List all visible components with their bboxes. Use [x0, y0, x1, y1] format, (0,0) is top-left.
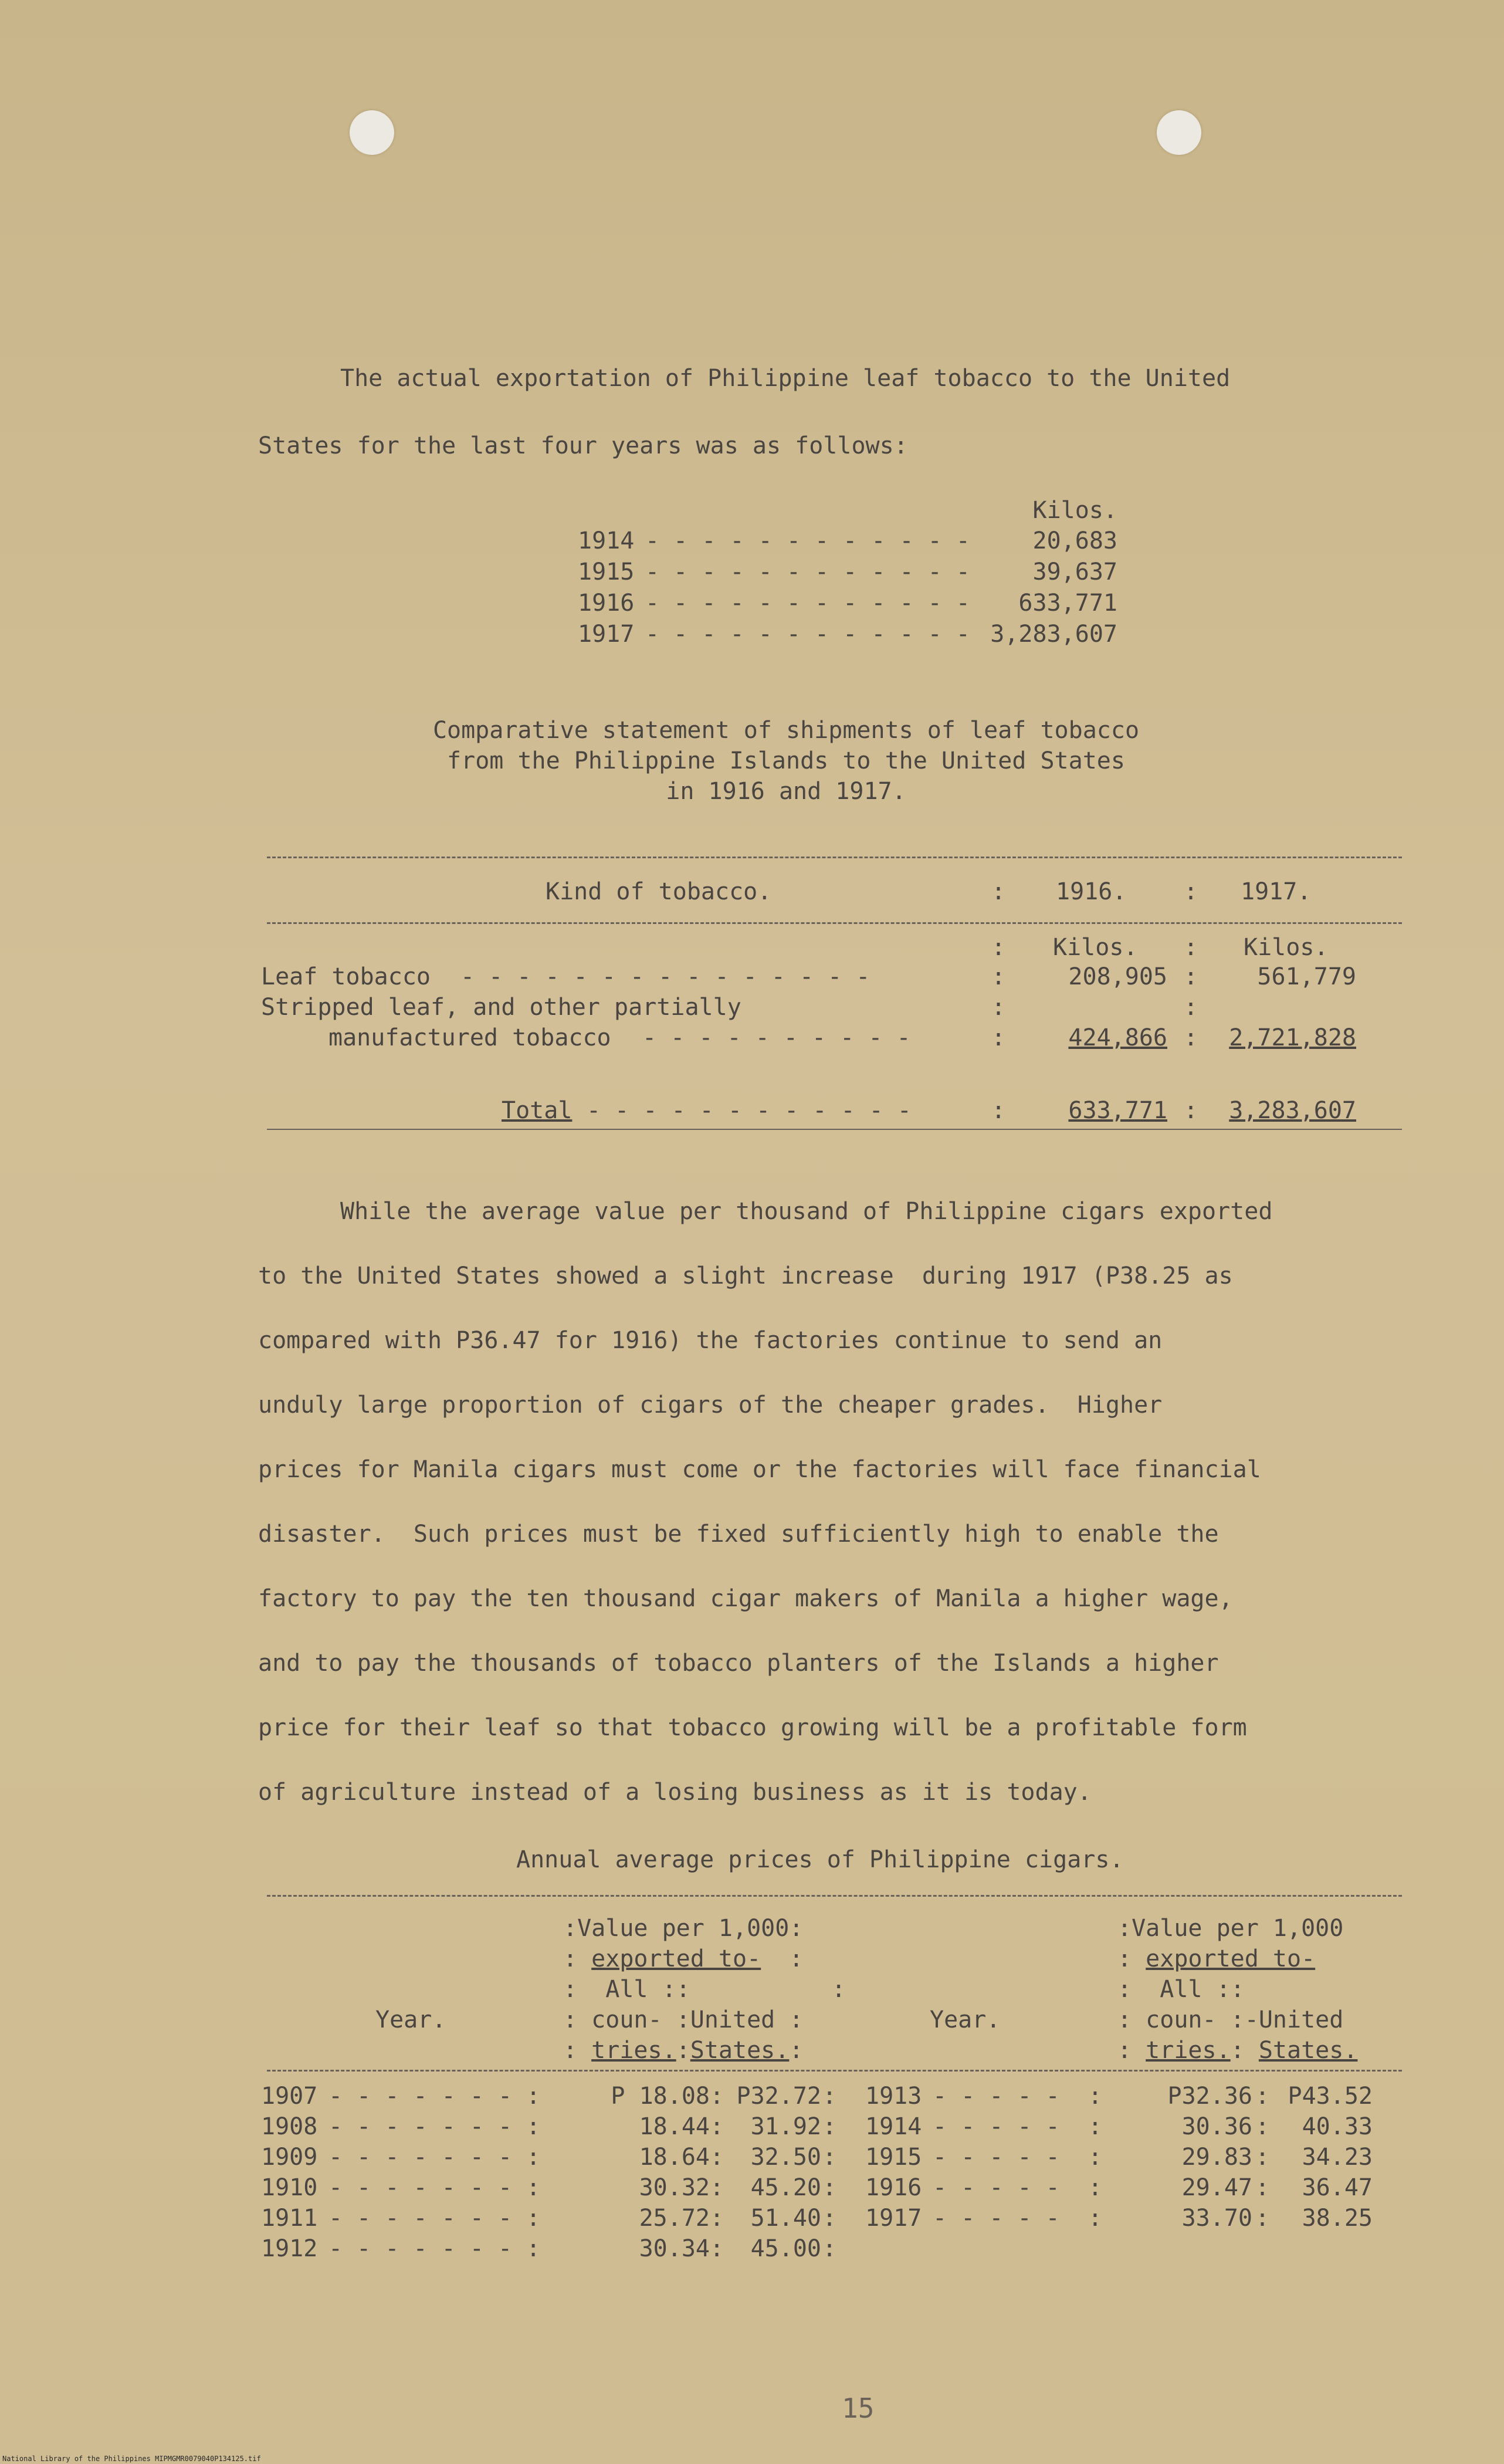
leader-dashes: - - - - - :: [933, 2083, 1102, 2110]
total-label: Total: [502, 1097, 573, 1124]
page-number: 15: [842, 2392, 875, 2424]
all-header: tries.: [1146, 2037, 1231, 2064]
us-header: States.: [690, 2037, 790, 2064]
price-us: 32.50: [750, 2144, 821, 2171]
price-us: 40.33: [1302, 2113, 1373, 2140]
col-separator: :: [991, 1097, 1006, 1124]
col-separator: :: [710, 2144, 724, 2171]
unit-1916: Kilos.: [1053, 934, 1138, 961]
col-separator: :: [991, 878, 1006, 905]
col-separator: :: [822, 2113, 837, 2140]
leader-dashes: - - - - - - - :: [328, 2205, 541, 2232]
price-all: 33.70: [1181, 2205, 1252, 2232]
leader-dashes: - - - - - - - - - - - -: [645, 527, 970, 554]
price-all: 29.47: [1181, 2174, 1252, 2201]
col-separator: :: [822, 2174, 837, 2201]
col-separator: :: [1255, 2174, 1270, 2201]
total-1917: 3,283,607: [1229, 1097, 1356, 1124]
paragraph-line: While the average value per thousand of Philippine cigars exported: [340, 1198, 1273, 1225]
value-header: Value per 1,000: [577, 1915, 790, 1942]
header-all-1: : All :: :: [563, 1976, 846, 2003]
export-year: 1915: [578, 559, 635, 585]
export-year: 1917: [578, 621, 635, 648]
comparative-title-2: from the Philippine Islands to the United States: [447, 747, 1125, 774]
col-separator: :: [710, 2174, 724, 2201]
price-us: 36.47: [1302, 2174, 1373, 2201]
row2-label-a: Stripped leaf, and other partially: [261, 994, 741, 1021]
leader-dashes: - - - - - - - - - - - -: [645, 621, 970, 648]
col-separator: :: [1184, 878, 1198, 905]
us-header: States.: [1258, 2037, 1358, 2064]
punch-hole-right: [1157, 110, 1201, 155]
col-separator: :: [1184, 934, 1198, 961]
us-header: United: [1258, 2006, 1344, 2033]
col-separator: :: [1184, 1024, 1198, 1051]
row1-label: Leaf tobacco: [261, 963, 431, 990]
col-separator: :: [991, 1024, 1006, 1051]
header-all-3: : tries.:States.:: [563, 2037, 804, 2064]
rule: [267, 1895, 1402, 1897]
price-row-year: 1913: [865, 2083, 922, 2110]
paragraph-line: compared with P36.47 for 1916) the factories continue to send an: [258, 1327, 1163, 1354]
price-row-year: 1912: [261, 2235, 318, 2262]
leader-dashes: - - - - - :: [933, 2113, 1102, 2140]
leader-dashes: - - - - - - - - - - - -: [645, 590, 970, 617]
leader-dashes: - - - - - :: [933, 2144, 1102, 2171]
rule: [267, 1129, 1402, 1130]
paragraph-line: price for their leaf so that tobacco growing will be a profitable form: [258, 1714, 1247, 1741]
export-year: 1914: [578, 527, 635, 554]
leader-dashes: - - - - - - - - - - - - - - -: [460, 963, 870, 990]
price-us: 31.92: [750, 2113, 821, 2140]
leader-dashes: - - - - - - - - - -: [642, 1024, 911, 1051]
leader-dashes: - - - - - - - - - - - -: [645, 559, 970, 585]
header-all-1-right: : All ::: [1117, 1976, 1245, 2003]
price-row-year: 1911: [261, 2205, 318, 2232]
col-separator: :: [1255, 2113, 1270, 2140]
exports-unit: Kilos.: [1032, 497, 1117, 524]
price-row-year: 1915: [865, 2144, 922, 2171]
header-all-2-right: : coun- :-United: [1117, 2006, 1344, 2033]
value-header: exported to-: [591, 1945, 761, 1972]
row1-1917: 561,779: [1257, 963, 1356, 990]
comparative-title-1: Comparative statement of shipments of leaf tobacco: [432, 717, 1140, 744]
header-value-1: :Value per 1,000:: [563, 1915, 804, 1942]
col-separator: :: [991, 934, 1006, 961]
price-all: 18.44: [639, 2113, 710, 2140]
price-us: 51.40: [750, 2205, 821, 2232]
col-separator: :: [1255, 2083, 1270, 2110]
intro-line-1: The actual exportation of Philippine leaf tobacco to the United: [340, 365, 1231, 392]
price-all: 29.83: [1181, 2144, 1252, 2171]
price-row-year: 1909: [261, 2144, 318, 2171]
punch-hole-left: [350, 110, 394, 155]
export-year: 1916: [578, 590, 635, 617]
price-all: P32.36: [1167, 2083, 1252, 2110]
total-1916: 633,771: [1068, 1097, 1167, 1124]
col-separator: :: [822, 2083, 837, 2110]
price-us: 38.25: [1302, 2205, 1373, 2232]
row2-1917: 2,721,828: [1229, 1024, 1356, 1051]
row1-1916: 208,905: [1068, 963, 1167, 990]
footer-caption: National Library of the Philippines MIPMGMR0079040P134125.tif: [2, 2455, 261, 2463]
rule: [267, 857, 1402, 858]
paragraph-line: disaster. Such prices must be fixed sufficiently high to enable the: [258, 1521, 1219, 1548]
col-separator: :: [1184, 994, 1198, 1021]
body-paragraph: [258, 1179, 1408, 1825]
col-separator: :: [710, 2113, 724, 2140]
leader-dashes: - - - - - - - - - - - -: [587, 1097, 912, 1124]
price-us: P43.52: [1288, 2083, 1373, 2110]
prices-title: Annual average prices of Philippine cigars.: [516, 1846, 1124, 1873]
col-separator: :: [710, 2235, 724, 2262]
leader-dashes: - - - - - - - :: [328, 2083, 541, 2110]
intro-line-2: States for the last four years was as follows:: [258, 432, 908, 459]
leader-dashes: - - - - - :: [933, 2174, 1102, 2201]
price-all: P 18.08: [611, 2083, 710, 2110]
price-all: 30.34: [639, 2235, 710, 2262]
header-year-right: Year.: [930, 2006, 1001, 2033]
col-separator: :: [822, 2235, 837, 2262]
us-header: United: [690, 2006, 775, 2033]
comparative-title-3: in 1916 and 1917.: [666, 778, 906, 805]
leader-dashes: - - - - - - - :: [328, 2235, 541, 2262]
header-kind: Kind of tobacco.: [546, 878, 772, 905]
rule: [267, 922, 1402, 924]
col-separator: :: [991, 994, 1006, 1021]
header-value-2: : exported to- :: [563, 1945, 804, 1972]
price-us: 45.20: [750, 2174, 821, 2201]
paragraph-line: factory to pay the ten thousand cigar makers of Manila a higher wage,: [258, 1585, 1233, 1612]
all-header: coun-: [591, 2006, 662, 2033]
all-header: All: [1160, 1976, 1202, 2003]
unit-1917: Kilos.: [1244, 934, 1329, 961]
value-header: exported to-: [1146, 1945, 1316, 1972]
price-all: 18.64: [639, 2144, 710, 2171]
export-value: 633,771: [1018, 590, 1117, 617]
price-row-year: 1916: [865, 2174, 922, 2201]
rule: [267, 2070, 1402, 2072]
col-separator: :: [991, 963, 1006, 990]
col-separator: :: [1255, 2205, 1270, 2232]
value-header: Value per 1,000: [1132, 1915, 1344, 1942]
header-1916: 1916.: [1056, 878, 1127, 905]
price-row-year: 1914: [865, 2113, 922, 2140]
leader-dashes: - - - - - - - :: [328, 2174, 541, 2201]
price-us: 45.00: [750, 2235, 821, 2262]
col-separator: :: [1184, 963, 1198, 990]
col-separator: :: [710, 2205, 724, 2232]
price-row-year: 1908: [261, 2113, 318, 2140]
header-value-1-right: :Value per 1,000: [1117, 1915, 1344, 1942]
price-all: 30.32: [639, 2174, 710, 2201]
price-all: 25.72: [639, 2205, 710, 2232]
col-separator: :: [822, 2144, 837, 2171]
leader-dashes: - - - - - :: [933, 2205, 1102, 2232]
paragraph-line: unduly large proportion of cigars of the cheaper grades. Higher: [258, 1392, 1163, 1419]
export-value: 39,637: [1032, 559, 1117, 585]
price-us: 34.23: [1302, 2144, 1373, 2171]
header-value-2-right: : exported to-: [1117, 1945, 1316, 1972]
col-separator: :: [1184, 1097, 1198, 1124]
col-separator: :: [1255, 2144, 1270, 2171]
paragraph-line: and to pay the thousands of tobacco planters of the Islands a higher: [258, 1650, 1219, 1677]
header-all-3-right: : tries.: States.: [1117, 2037, 1358, 2064]
paragraph-line: prices for Manila cigars must come or the factories will face financial: [258, 1456, 1261, 1483]
export-value: 20,683: [1032, 527, 1117, 554]
header-year-left: Year.: [375, 2006, 446, 2033]
header-all-2: : coun- :United :: [563, 2006, 804, 2033]
row2-1916: 424,866: [1068, 1024, 1167, 1051]
all-header: tries.: [591, 2037, 676, 2064]
price-us: P32.72: [736, 2083, 821, 2110]
price-row-year: 1907: [261, 2083, 318, 2110]
leader-dashes: - - - - - - - :: [328, 2144, 541, 2171]
col-separator: :: [822, 2205, 837, 2232]
row2-label-b: manufactured tobacco: [328, 1024, 611, 1051]
col-separator: :: [710, 2083, 724, 2110]
paragraph-line: to the United States showed a slight increase during 1917 (P38.25 as: [258, 1263, 1233, 1289]
price-all: 30.36: [1181, 2113, 1252, 2140]
price-row-year: 1917: [865, 2205, 922, 2232]
paragraph-line: of agriculture instead of a losing business as it is today.: [258, 1779, 1092, 1806]
all-header: All: [605, 1976, 648, 2003]
all-header: coun-: [1146, 2006, 1217, 2033]
header-1917: 1917.: [1241, 878, 1312, 905]
price-row-year: 1910: [261, 2174, 318, 2201]
export-value: 3,283,607: [990, 621, 1117, 648]
leader-dashes: - - - - - - - :: [328, 2113, 541, 2140]
